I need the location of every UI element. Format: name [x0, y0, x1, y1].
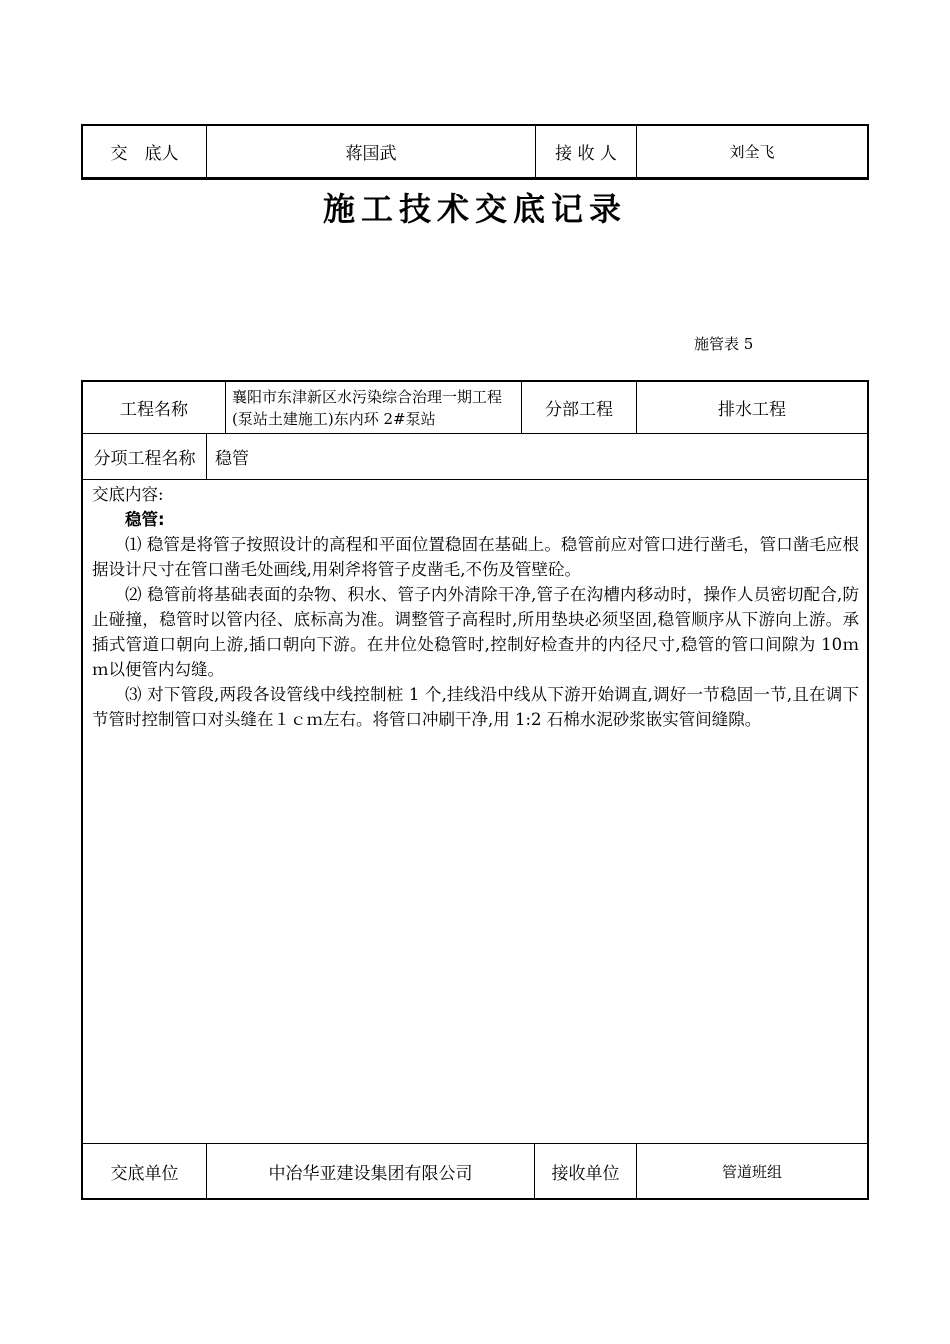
division-label: 分部工程	[522, 382, 637, 433]
project-name-label: 工程名称	[83, 382, 226, 433]
content-cell	[83, 480, 867, 1143]
content-subhead: 稳管:	[125, 510, 165, 529]
content-row	[83, 480, 867, 1144]
discloser-label: 交 底人	[83, 126, 207, 177]
issuer-value: 中冶华亚建设集团有限公司	[207, 1144, 535, 1198]
discloser-name: 蒋国武	[207, 126, 536, 177]
receiver-name: 刘全飞	[729, 143, 775, 161]
division-value: 排水工程	[718, 400, 786, 420]
content-paragraph: ⑵ 稳管前将基础表面的杂物、积水、管子内外清除干净,管子在沟槽内移动时，操作人员密切配合,防止碰撞，稳管时以管内径、底标高为准。调整管子高程时,所用垫块必须坚固,稳管顺序从下游向上游。承插式管道口朝向上游,插口朝向下游。在井位处稳管时,控制好检查井的内径尺寸,稳管的管口间隙为 10ｍｍ以便管内勾缝。	[92, 585, 859, 679]
content-paragraph: ⑴ 稳管是将管子按照设计的高程和平面位置稳固在基础上。稳管前应对管口进行凿毛，管口凿毛应根据设计尺寸在管口凿毛处画线,用剁斧将管子皮凿毛,不伤及管壁砼。	[92, 535, 859, 579]
receiver-label: 接 收 人	[536, 126, 637, 177]
signature-table	[81, 124, 869, 180]
receiving-unit-value: 管道班组	[721, 1162, 782, 1181]
content-paragraph: ⑶ 对下管段,两段各设管线中线控制桩 1 个,挂线沿中线从下游开始调直,调好一节稳固一节,且在调下节管时控制管口对头缝在１ｃｍ左右。将管口冲刷干净,用 1:2 石棉水泥砂浆嵌实管间缝隙。	[92, 685, 859, 729]
content-body	[83, 480, 867, 732]
document-title: 施工技术交底记录	[322, 190, 627, 228]
project-name-value: 襄阳市东津新区水污染综合治理一期工程(泵站土建施工)东内环 2#泵站	[226, 382, 522, 433]
footer-row	[83, 1144, 867, 1198]
issuer-label: 交底单位	[83, 1144, 207, 1198]
record-table	[81, 380, 869, 1200]
content-label: 交底内容:	[92, 485, 164, 504]
item-row	[83, 434, 867, 480]
project-row	[83, 382, 867, 434]
item-name-label: 分项工程名称	[83, 434, 207, 479]
form-code: 施管表 5	[694, 335, 754, 353]
item-name-value: 稳管	[215, 449, 249, 469]
receiving-unit-label: 接收单位	[535, 1144, 637, 1198]
